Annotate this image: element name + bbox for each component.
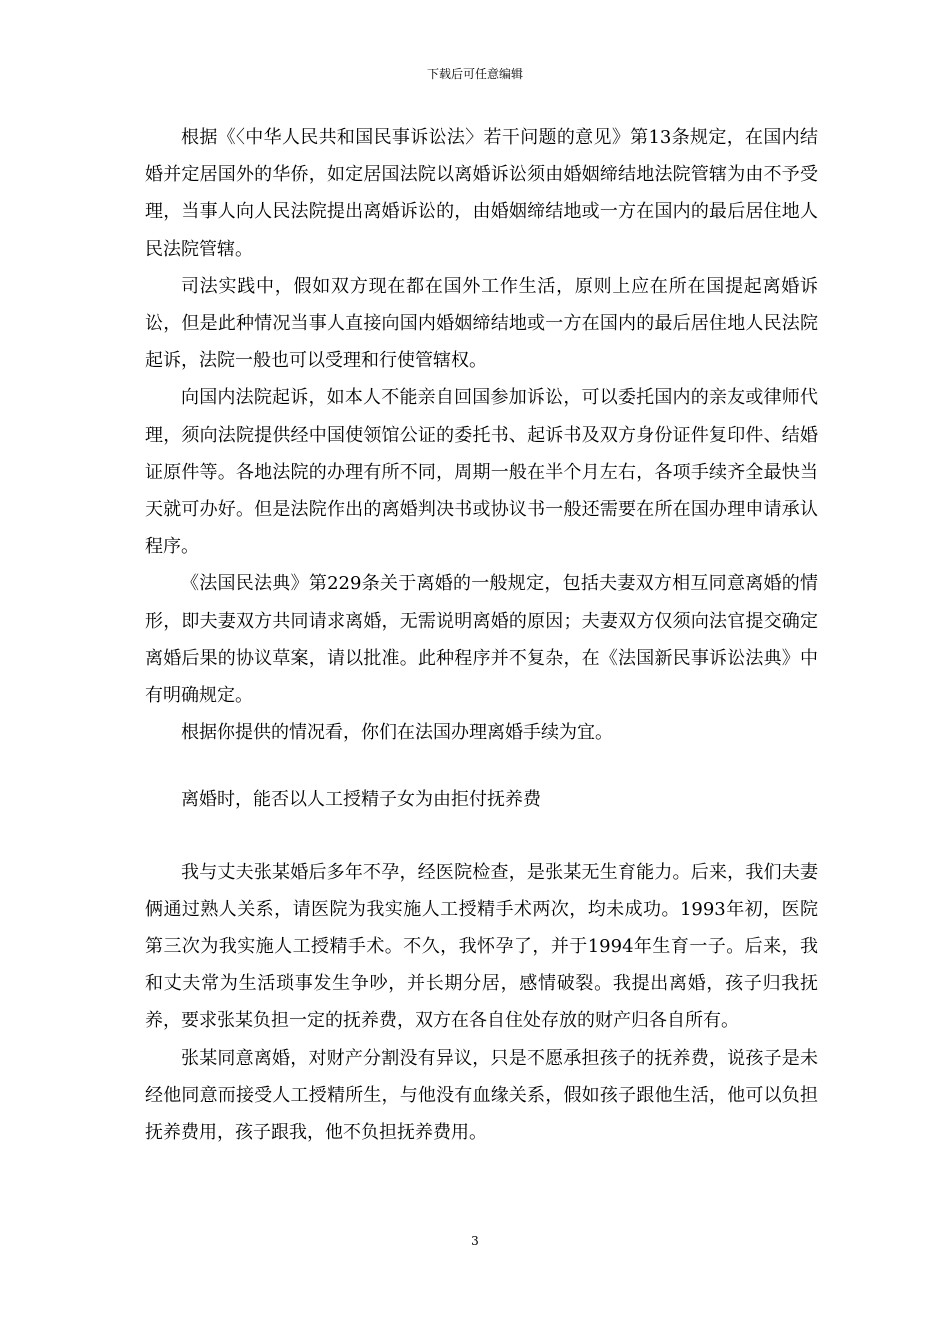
body-paragraph: 根据你提供的情况看，你们在法国办理离婚手续为宜。 bbox=[181, 722, 613, 744]
body-paragraph: 我与丈夫张某婚后多年不孕，经医院检查，是张某无生育能力。后来，我们夫妻俩通过熟人关系，请医院为我实施人工授精手术两次，均未成功。1993年初，医院第三次为我实施人工授精手术。不久，我怀孕了，并于1994年生育一子。后来，我和丈夫常为生活琐事发生争吵，并长期分居，感情破裂。我提出离婚，孩子归我抚养，要求张某负担一定的抚养费，双方在各自住处存放的财产归各自所有。 bbox=[145, 861, 818, 1032]
body-paragraph: 张某同意离婚，对财产分割没有异议，只是不愿承担孩子的抚养费，说孩子是未经他同意而接受人工授精所生，与他没有血缘关系，假如孩子跟他生活，他可以负担抚养费用，孩子跟我，他不负担抚养费用。 bbox=[145, 1047, 818, 1144]
body-paragraph: 司法实践中，假如双方现在都在国外工作生活，原则上应在所在国提起离婚诉讼，但是此种情况当事人直接向国内婚姻缔结地或一方在国内的最后居住地人民法院起诉，法院一般也可以受理和行使管辖权。 bbox=[145, 275, 818, 372]
page-header: 下载后可任意编辑 bbox=[426, 67, 523, 81]
body-paragraph: 向国内法院起诉，如本人不能亲自回国参加诉讼，可以委托国内的亲友或律师代理，须向法院提供经中国使领馆公证的委托书、起诉书及双方身份证件复印件、结婚证原件等。各地法院的办理有所不同，周期一般在半个月左右，各项手续齐全最快当天就可办好。但是法院作出的离婚判决书或协议书一般还需要在所在国办理申请承认程序。 bbox=[145, 387, 818, 558]
page-number: 3 bbox=[471, 1234, 479, 1248]
section-heading: 离婚时，能否以人工授精子女为由拒付抚养费 bbox=[181, 789, 541, 811]
body-paragraph: 《法国民法典》第229条关于离婚的一般规定，包括夫妻双方相互同意离婚的情形，即夫妻双方共同请求离婚，无需说明离婚的原因；夫妻双方仅须向法官提交确定离婚后果的协议草案，请以批准。此种程序并不复杂，在《法国新民事诉讼法典》中有明确规定。 bbox=[145, 573, 818, 707]
body-paragraph: 根据《〈中华人民共和国民事诉讼法〉若干问题的意见》第13条规定，在国内结婚并定居国外的华侨，如定居国法院以离婚诉讼须由婚姻缔结地法院管辖为由不予受理，当事人向人民法院提出离婚诉讼的，由婚姻缔结地或一方在国内的最后居住地人民法院管辖。 bbox=[145, 127, 818, 260]
document-body bbox=[145, 119, 818, 1151]
